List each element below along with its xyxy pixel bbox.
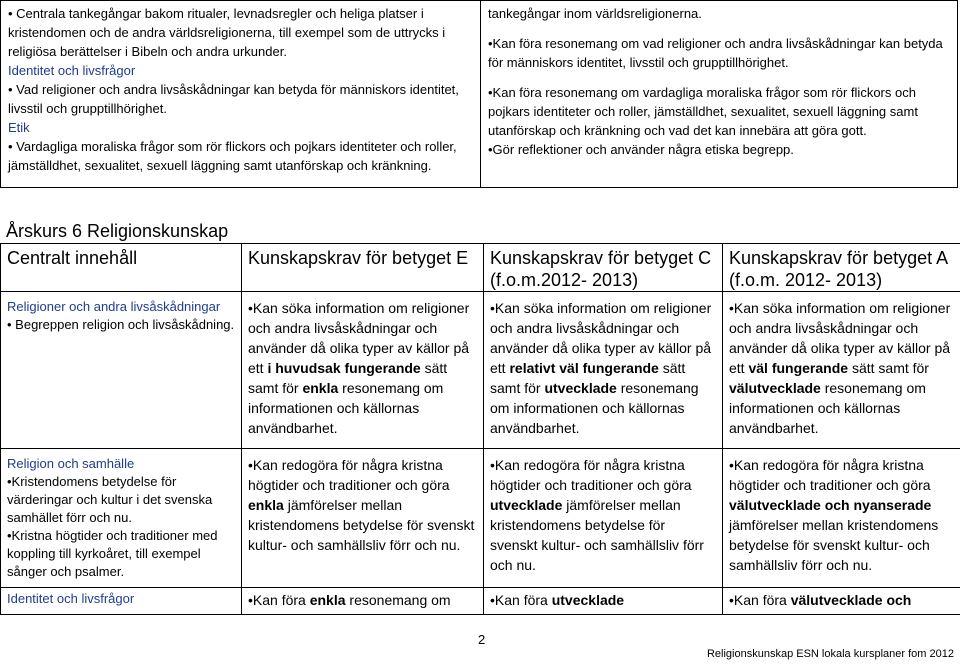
requirement-text: •Kan söka information om religioner och andra livsåskådningar och använder då olika typer av källor på ett väl fungerande sätt samt för välutvecklade resonemang om informationen och källornas användbarhet. xyxy=(729,300,951,436)
requirement-text: •Kan redogöra för några kristna högtider och traditioner och göra välutvecklade och nyanserade jämförelser mellan kristendomens betydelse för svenskt kultur- och samhällsliv förr och nu. xyxy=(729,457,939,573)
grade-c-cell xyxy=(484,449,723,588)
requirement-text: •Kan söka information om religioner och andra livsåskådningar och använder då olika typer av källor på ett i huvudsak fungerande sätt samt för enkla resonemang om informationen och källornas användbarhet. xyxy=(248,300,470,436)
section-heading: Årskurs 6 Religionskunskap xyxy=(6,221,229,241)
subheading-society: Religion och samhälle xyxy=(7,456,135,471)
top-left-text-3: • Vardagliga moraliska frågor som rör flickors och pojkars identiteter och roller, jämställdhet, sexualitet, sexuell läggning samt utanförskap och kränkning. xyxy=(8,139,457,173)
grade-e-cell xyxy=(242,588,484,615)
content-cell xyxy=(1,449,242,588)
header-grade-a: Kunskapskrav för betyget A (f.o.m. 2012- 2013) xyxy=(723,244,960,292)
top-left-cell xyxy=(1,1,481,188)
table-row xyxy=(1,449,960,588)
grade-c-cell xyxy=(484,292,723,449)
grade-a-cell xyxy=(723,588,960,615)
content-cell xyxy=(1,292,242,449)
top-left-text-2: • Vad religioner och andra livsåskådningar kan betyda för människors identitet, livsstil och grupptillhörighet. xyxy=(8,82,459,116)
table-row xyxy=(1,588,960,615)
top-right-text-2: •Kan föra resonemang om vad religioner och andra livsåskådningar kan betyda för människors identitet, livsstil och grupptillhörighet. xyxy=(488,36,943,70)
content-text: • Begreppen religion och livsåskådning. xyxy=(7,317,235,332)
content-text: •Kristendomens betydelse för värderingar och kultur i det svenska samhället förr och nu. xyxy=(7,474,213,525)
top-right-text-3: •Kan föra resonemang om vardagliga moraliska frågor som rör flickors och pojkars identiteter och roller, jämställdhet, sexualitet, sexuell läggning samt utanförskap och kränkning och vad det kan innebära att göra gott. xyxy=(488,85,918,138)
grade-a-cell xyxy=(723,449,960,588)
table-row xyxy=(1,292,960,449)
subheading-identity-2: Identitet och livsfrågor xyxy=(7,591,135,606)
top-table xyxy=(0,0,958,188)
grade-c-cell xyxy=(484,588,723,615)
subheading-religions: Religioner och andra livsåskådningar xyxy=(7,299,221,314)
requirement-text: •Kan föra utvecklade xyxy=(490,592,625,608)
top-right-text-1: tankegångar inom världsreligionerna. xyxy=(488,6,702,21)
subheading-identity: Identitet och livsfrågor xyxy=(8,63,136,78)
top-right-text-4: •Gör reflektioner och använder några etiska begrepp. xyxy=(488,142,794,157)
content-text: •Kristna högtider och traditioner med koppling till kyrkoåret, till exempel sånger och psalmer. xyxy=(7,528,218,579)
requirement-text: •Kan föra enkla resonemang om xyxy=(248,592,451,608)
grade-a-cell xyxy=(723,292,960,449)
header-grade-c: Kunskapskrav för betyget C (f.o.m.2012- 2013) xyxy=(484,244,723,292)
top-right-cell xyxy=(481,1,958,188)
grade-e-cell xyxy=(242,292,484,449)
header-row xyxy=(1,244,960,292)
header-grade-e: Kunskapskrav för betyget E xyxy=(242,244,484,292)
requirement-text: •Kan redogöra för några kristna högtider och traditioner och göra utvecklade jämförelser mellan kristendomens betydelse för svenskt kultur- och samhällsliv förr och nu. xyxy=(490,457,704,573)
page-number: 2 xyxy=(478,632,486,647)
requirement-text: •Kan redogöra för några kristna högtider och traditioner och göra enkla jämförelser mellan kristendomens betydelse för svenskt kultur- och samhällsliv förr och nu. xyxy=(248,457,475,553)
top-left-text-1: • Centrala tankegångar bakom ritualer, levnadsregler och heliga platser i kristendomen och de andra världsreligionerna, till exempel som de uttrycks i religiösa berättelser i Bibeln och andra urkunder. xyxy=(8,6,446,59)
grading-table xyxy=(0,243,960,615)
grade-e-cell xyxy=(242,449,484,588)
requirement-text: •Kan söka information om religioner och andra livsåskådningar och använder då olika typer av källor på ett relativt väl fungerande sätt samt för utvecklade resonemang om informationen och källornas användbarhet. xyxy=(490,300,712,436)
subheading-ethics: Etik xyxy=(8,120,30,135)
requirement-text: •Kan föra välutvecklade och xyxy=(729,592,912,608)
header-central-content: Centralt innehåll xyxy=(1,244,242,292)
content-cell xyxy=(1,588,242,615)
footer-text: Religionskunskap ESN lokala kursplaner fom 2012 xyxy=(706,648,954,660)
